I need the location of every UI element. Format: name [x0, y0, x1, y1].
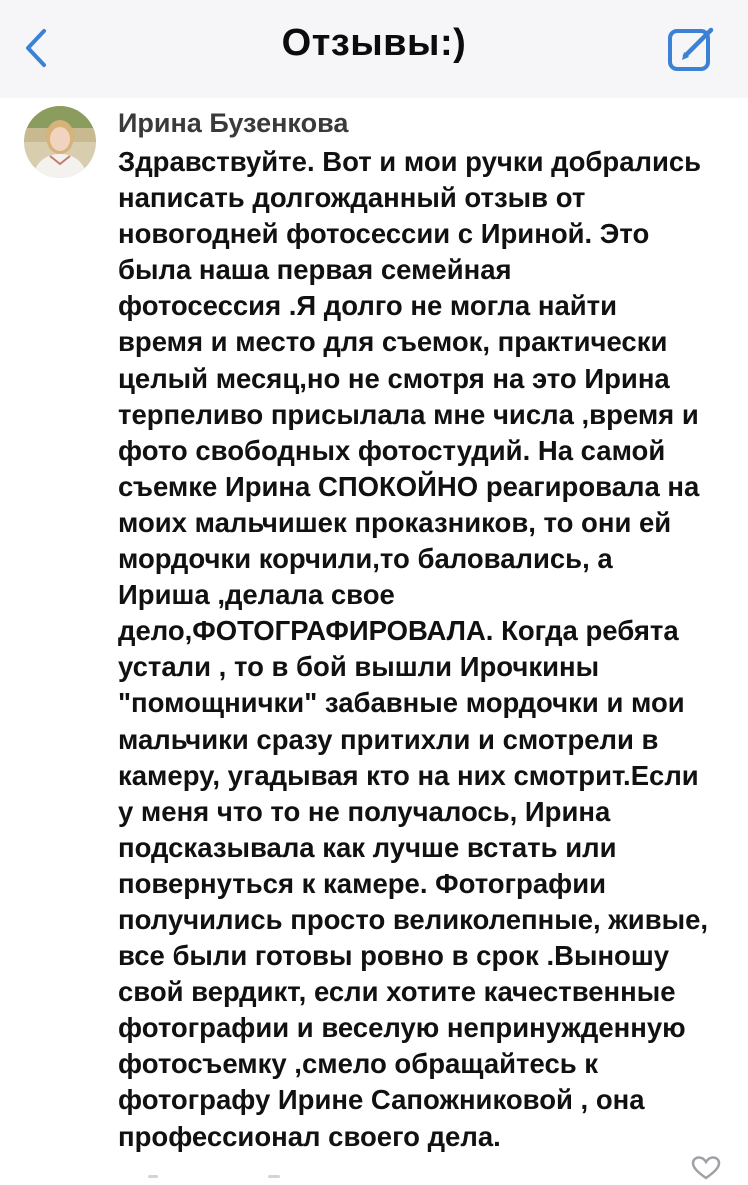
review-text-line: моих мальчишек проказников, то они ей	[118, 506, 672, 538]
review-text-line: фотографу Ирине Сапожниковой , она	[118, 1084, 645, 1116]
review-text-line: была наша первая семейная	[118, 254, 512, 286]
page-title: Отзывы:)	[281, 22, 467, 64]
review-text-line: съемке Ирина СПОКОЙНО реагировала на	[118, 470, 700, 502]
review-item	[0, 98, 748, 1179]
review-text-line: "помощнички" забавные мордочки и мои	[118, 687, 685, 719]
review-text-line: целый месяц,но не смотря на это Ирина	[118, 362, 670, 394]
like-button[interactable]	[690, 1156, 722, 1180]
review-text-line: фотографии и веселую непринужденную	[118, 1012, 686, 1044]
review-text-line: фото свободных фотостудий. На самой	[118, 434, 666, 466]
review-text-line: устали , то в бой вышли Ирочкины	[118, 651, 600, 683]
review-text-line: новогодней фотосессии с Ириной. Это	[118, 218, 650, 250]
review-text-line: у меня что то не получалось, Ирина	[118, 795, 611, 827]
review-text-line: фотосъемку ,смело обращайтесь к	[118, 1048, 599, 1080]
review-text-line: профессионал своего дела.	[118, 1120, 501, 1152]
avatar[interactable]	[24, 106, 96, 178]
compose-button[interactable]	[666, 22, 718, 74]
review-text-line: фотосессия .Я долго не могла найти	[118, 290, 618, 322]
review-text-line: подсказывала как лучше встать или	[118, 831, 617, 863]
review-text-line: Ириша ,делала свое	[118, 579, 395, 611]
review-text-line: камеру, угадывая кто на них смотрит.Если	[118, 759, 699, 791]
review-text-line: терпеливо присылала мне числа ,время и	[118, 398, 699, 430]
review-footer-meta	[118, 1166, 318, 1172]
review-text-line: мальчики сразу притихли и смотрели в	[118, 723, 659, 755]
review-author-name[interactable]: Ирина Бузенкова	[118, 108, 349, 138]
review-text-line: получились просто великолепные, живые,	[118, 903, 709, 935]
review-text-line: написать долгожданный отзыв от	[118, 182, 586, 214]
review-text-line: свой вердикт, если хотите качественные	[118, 976, 676, 1008]
review-body	[118, 144, 728, 1155]
review-text-line: повернуться к камере. Фотографии	[118, 867, 607, 899]
review-text-line: Здравствуйте. Вот и мои ручки добрались	[118, 146, 702, 177]
review-text-line: все были готовы ровно в срок .Выношу	[118, 940, 670, 972]
compose-icon	[666, 22, 718, 74]
nav-header	[0, 0, 748, 98]
review-text-line: дело,ФОТОГРАФИРОВАЛА. Когда ребята	[118, 615, 679, 647]
heart-outline-icon	[690, 1156, 722, 1180]
review-text-line: время и место для съемок, практически	[118, 326, 668, 358]
review-text-line: мордочки корчили,то баловались, а	[118, 543, 613, 575]
